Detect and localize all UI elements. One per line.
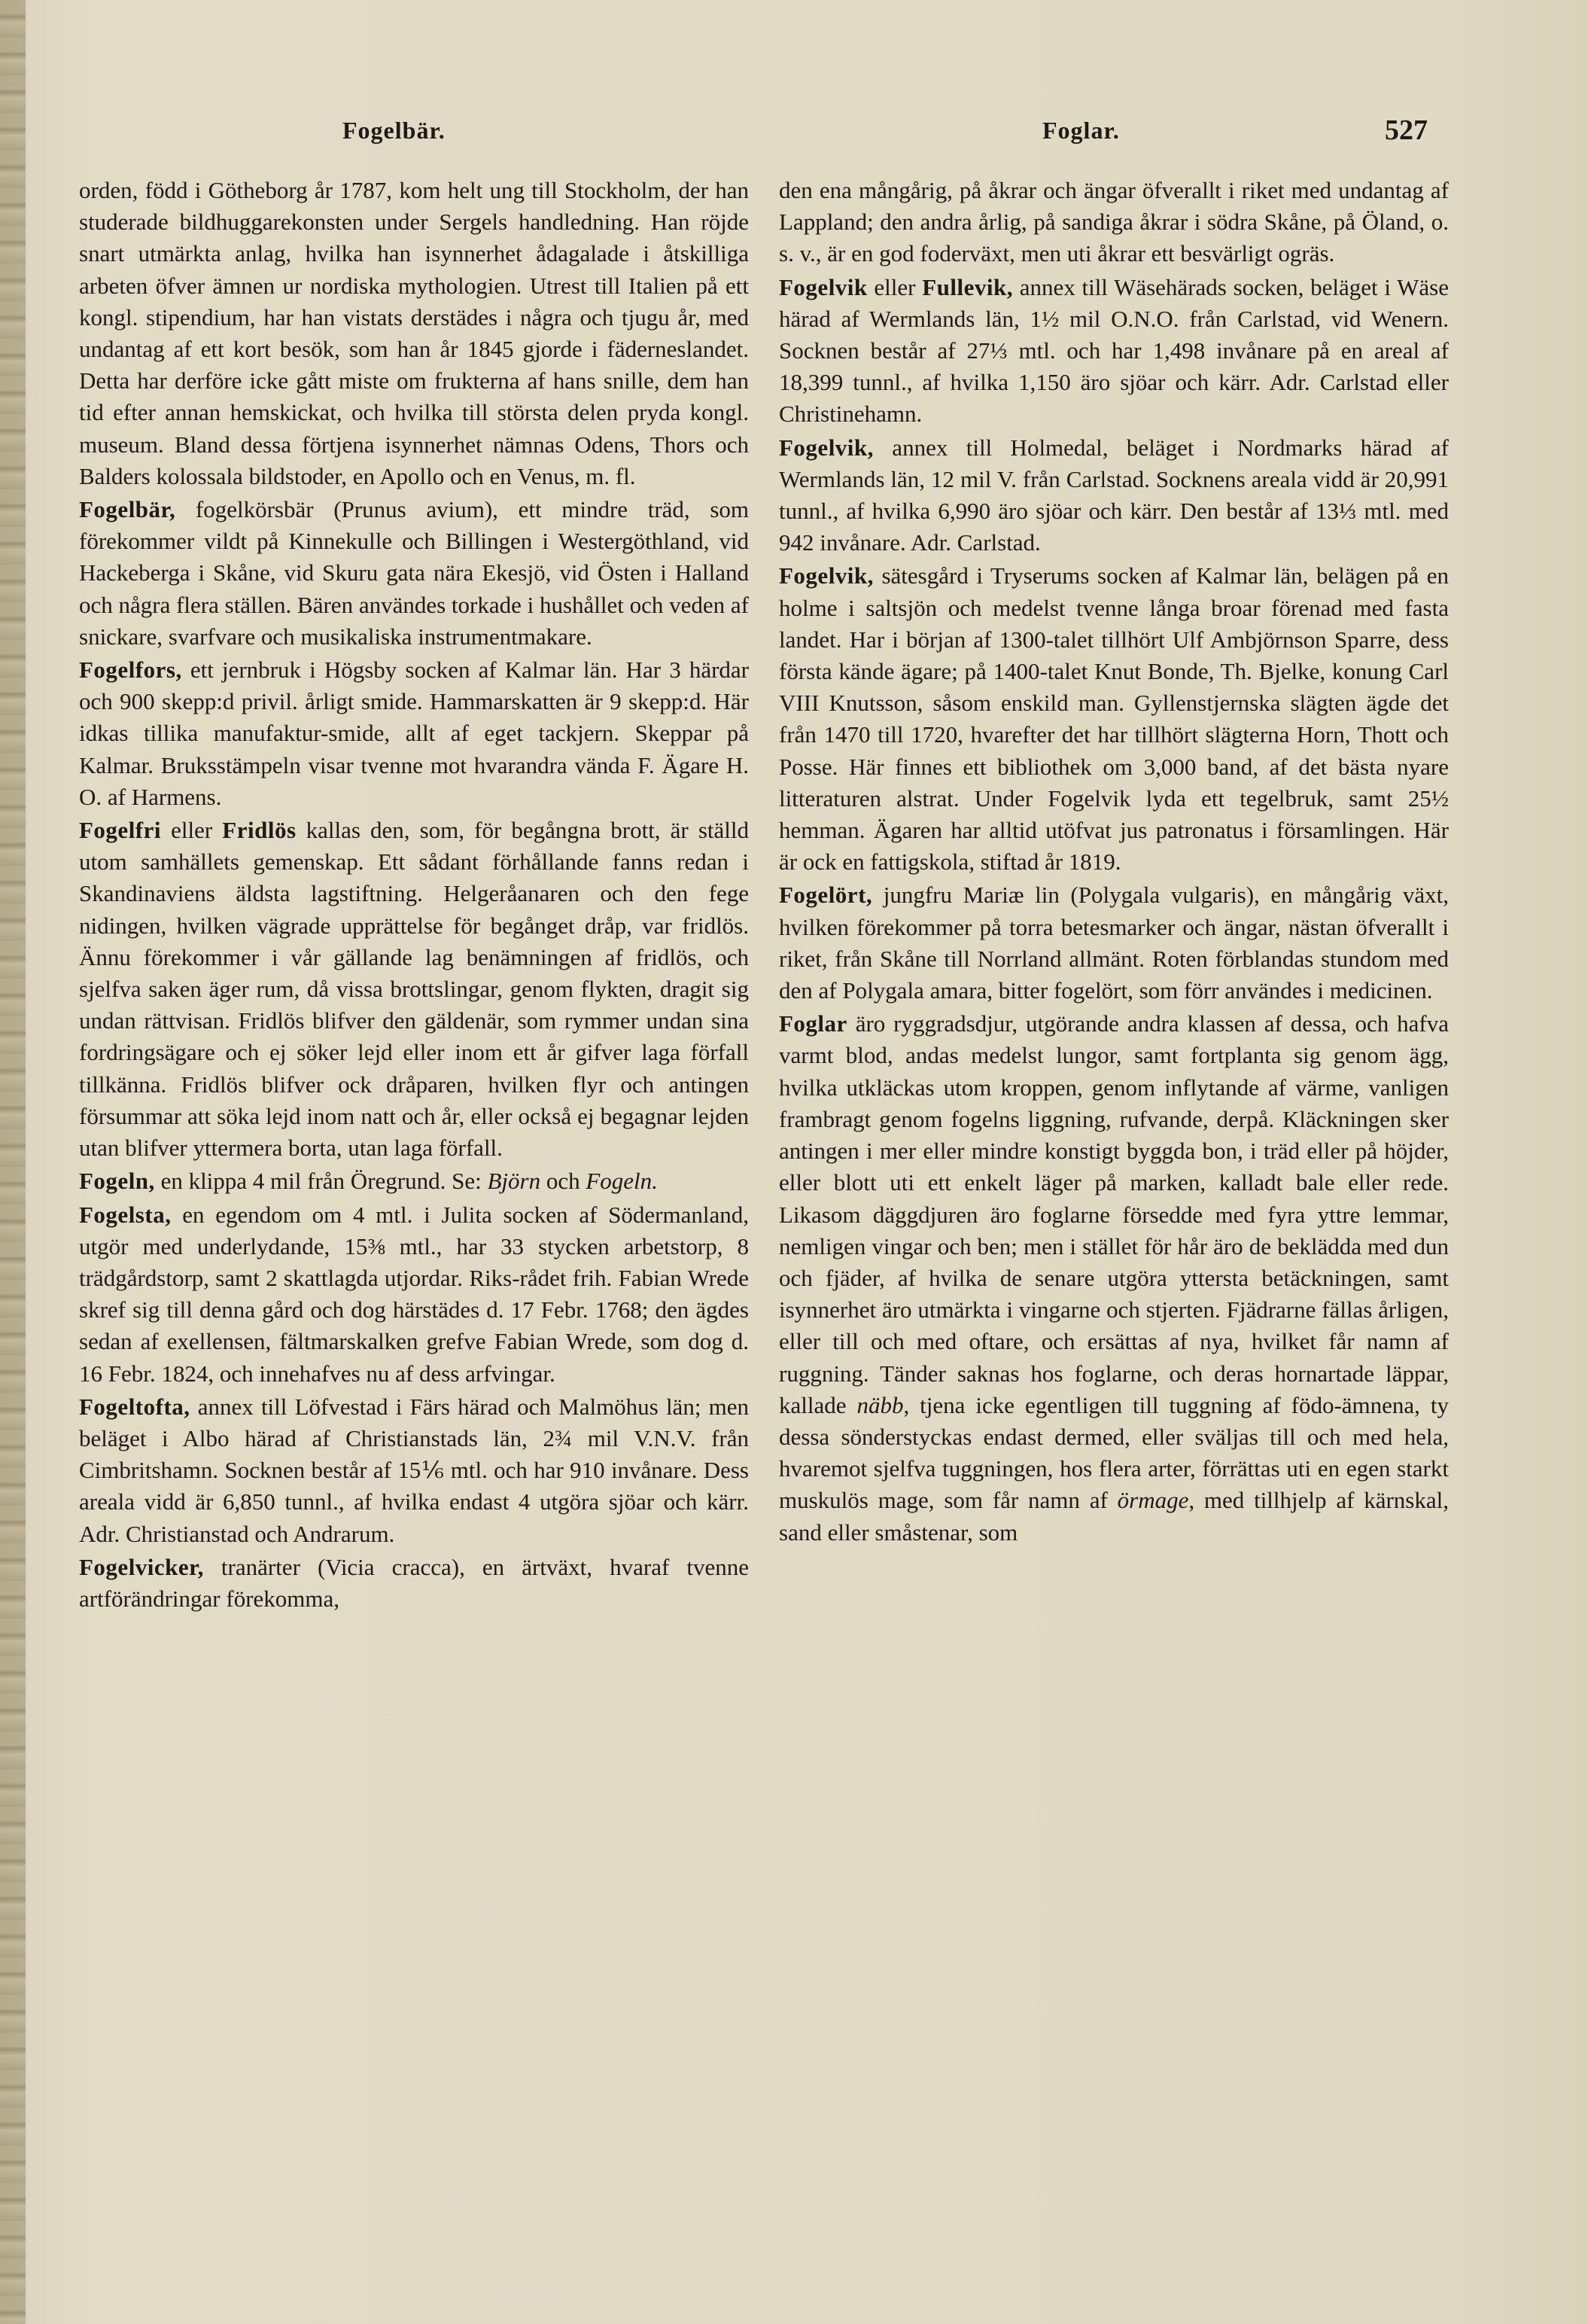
entry-foglar [779, 1008, 1449, 1548]
entry-text-end: , med tillhjelp af kärnskal, sand eller småstenar, som [779, 1487, 1449, 1546]
header-center-headword: Foglar. [1042, 117, 1120, 144]
entry-headword: Fogelvik, [779, 562, 874, 589]
entry-fogelsta [79, 1199, 749, 1390]
running-header [0, 114, 1588, 154]
entry-text: en egendom om 4 mtl. i Julita socken af Södermanland, utgör med underlydande, 15⅜ mtl., har 33 stycken arbetstorp, 8 trädgårdstorp, samt 2 skattlagda utjordar. Riks-rådet frih. Fabian Wrede skref sig till denna gård och dog härstädes d. 17 Febr. 1768; den ägdes sedan af exellensen, fältmarskalken grefve Fabian Wrede, som dog d. 16 Febr. 1824, och innehafves nu af dess arfvingar. [79, 1201, 749, 1387]
entry-text: ett jernbruk i Högsby socken af Kalmar län. Har 3 härdar och 900 skepp:d privil. årligt smide. Hammarskatten är 9 skepp:d. Här idkas tillika manufaktur-smide, allt af eget tackjern. Skeppar på Kalmar. Bruksstämpeln visar tvenne mot hvarandra vända F. Ägare H. O. af Harmens. [79, 656, 749, 810]
entry-continuation [79, 175, 749, 492]
entry-connector: eller [867, 273, 923, 300]
entry-headword: Fogelfors, [79, 656, 182, 684]
entry-text: tranärter (Vicia cracca), en ärtväxt, hvaraf tvenne artförändringar förekomma, [79, 1553, 749, 1612]
entry-headword: Fogelvik [779, 273, 868, 300]
entry-text: annex till Wäsehärads socken, beläget i Wäse härad af Wermlands län, 1½ mil O.N.O. från Carlstad, vid Wenern. Socknen består af 27⅓ mtl. och har 1,498 invånare på en areal af 18,399 tunnl., af hvilka 1,150 äro sjöar och kärr. Adr. Carlstad eller Christinehamn. [779, 273, 1450, 428]
entry-fogeln [79, 1165, 749, 1197]
entry-connector: eller [161, 817, 223, 844]
entry-headword-alt: Fridlös [222, 817, 297, 844]
entry-text: orden, född i Götheborg år 1787, kom helt ung till Stockholm, der han studerade bildhuggarekonsten under Sergels handledning. Han röjde snart utmärkta anlag, hvilka han isynnerhet ådagalade i åtskilliga arbeten öfver ämnen ur nordiska mythologien. Utrest till Italien på ett kongl. stipendium, har han vistats derstädes i några och tjugu år, med undantag af ett kort besök, som han år 1845 gjorde i fäderneslandet. Detta har derföre icke gått miste om frukterna af hans snille, dem han tid efter annan hemskickat, och hvilka till största delen pryda kongl. museum. Bland dessa förtjena isynnerhet nämnas Odens, Thors och Balders kolossala bildstoder, en Apollo och en Venus, m. fl. [79, 177, 749, 489]
entry-headword: Fogelvicker, [79, 1553, 204, 1580]
entry-fogelbar [79, 494, 749, 653]
entry-headword: Fogelört, [779, 882, 873, 909]
page-spine-edge [0, 0, 26, 2324]
entry-connector: och [540, 1168, 586, 1195]
page-number: 527 [1385, 114, 1428, 146]
entry-fogelvik-satesgard [779, 560, 1449, 878]
cross-reference: Fogeln. [586, 1168, 658, 1195]
entry-text: fogelkörsbär (Prunus avium), ett mindre träd, som förekommer vildt på Kinnekulle och Billingen i Westergöthland, vid Hackeberga i Skåne, vid Skuru gata nära Ekesjö, vid Östen i Halland och några flera ställen. Bären användes torkade i hushållet och veden af snickare, svarfvare och musikaliska instrumentmakare. [79, 496, 750, 650]
entry-text: en klippa 4 mil från Öregrund. Se: [154, 1168, 488, 1195]
entry-text: annex till Holmedal, beläget i Nordmarks härad af Wermlands län, 12 mil V. från Carlstad. Socknens areala vidd är 20,991 tunnl., af hvilka 6,990 äro sjöar och kärr. Den består af 13⅓ mtl. med 942 invånare. Adr. Carlstad. [779, 434, 1449, 556]
entry-headword: Fogelfri [79, 817, 162, 844]
entry-headword: Fogelsta, [79, 1201, 172, 1228]
entry-text: jungfru Mariæ lin (Polygala vulgaris), en mångårig växt, hvilken förekommer på torra betesmarker och ängar, nästan öfverallt i riket, från Skåne till Norrland allmänt. Roten förblandas stundom med den af Polygala amara, bitter fogelört, som förr användes i medicinen. [779, 882, 1449, 1004]
entry-headword-alt: Fullevik, [922, 273, 1013, 300]
entry-text: äro ryggradsdjur, utgörande andra klassen af dessa, och hafva varmt blod, andas medelst lungor, samt fortplanta sig genom ägg, hvilka utkläckas utom kroppen, genom inflytande af värme, vanligen frambragt genom fogelns liggning, rufvande, derpå. Kläckningen sker antingen i mer eller mindre konstigt byggda bon, i träd eller på höjder, eller blott uti ett enkelt läger på marken, kalladt bale eller rede. Likasom däggdjuren äro foglarne försedde med fyra yttre lemmar, nemligen vingar och ben; men i stället för hår äro de beklädda med dun och fjäder, af hvilka de senare utgöra yttersta betäckningen, samt isynnerhet äro utmärkta i vingarne och stjerten. Fjädrarne fällas årligen, eller till och med oftare, och ersättas af nya, hvilket får namn af ruggning. Tänder saknas hos foglarne, och deras hornartade läppar, kallade [779, 1010, 1449, 1418]
entry-fogelvik-fullevik [779, 272, 1449, 431]
left-column [79, 175, 749, 1616]
right-column [779, 175, 1449, 1550]
entry-fogelvik-holmedal [779, 432, 1449, 559]
entry-fogeltofta [79, 1391, 749, 1550]
entry-text: annex till Löfvestad i Färs härad och Malmöhus län; men beläget i Albo härad af Christianstads län, 2¾ mil V.N.V. från Cimbritshamn. Socknen består af 15⅙ mtl. och har 910 invånare. Dess areala vidd är 6,850 tunnl., af hvilka endast 4 utgöra sjöar och kärr. Adr. Christianstad och Andrarum. [79, 1393, 749, 1547]
entry-headword: Fogelvik, [779, 434, 874, 461]
header-left-headword: Fogelbär. [342, 117, 446, 144]
term-italic: näbb [856, 1391, 904, 1418]
entry-headword: Fogelbär, [79, 496, 176, 523]
entry-text: sätesgård i Tryserums socken af Kalmar län, belägen på en holme i saltsjön och medelst tvenne långa broar förenad med fasta landet. Har i början af 1300-talet tillhört Ulf Ambjörnson Sparre, dess första kände ägare; på 1400-talet Knut Bonde, Th. Bjelke, konung Carl VIII Knutsson, såsom enskild man. Gyllenstjernska slägten ägde det från 1470 till 1720, hvarefter det har tillhört slägterna Horn, Thott och Posse. Här finnes ett bibliothek om 3,000 band, af det bästa nyare litteraturen alstrat. Under Fogelvik lyda ett tegelbruk, samt 25½ hemman. Ägaren har alltid utöfvat jus patronatus i församlingen. Här är ock en fattigskola, stiftad år 1819. [779, 562, 1449, 876]
entry-headword: Foglar [779, 1010, 847, 1037]
entry-fogelfri [79, 815, 749, 1164]
entry-text-cont: , tjena icke egentligen till tuggning af födo-ämnena, ty dessa sönderstyckas endast dermed, eller sväljas till och med hela, hvaremot sjelfva tuggningen, hos flera arter, förrättas uti en egen starkt muskulös mage, som får namn af [779, 1391, 1449, 1514]
entry-headword: Fogeltofta, [79, 1393, 190, 1420]
entry-text: den ena mångårig, på åkrar och ängar öfverallt i riket med undantag af Lappland; den andra årlig, på sandiga åkrar i södra Skåne, på Öland, o. s. v., är en god foderväxt, men uti åkrar ett besvärligt ogräs. [779, 177, 1449, 267]
term-italic: örmage [1117, 1487, 1189, 1514]
entry-headword: Fogeln, [79, 1168, 155, 1195]
cross-reference: Björn [487, 1168, 541, 1195]
entry-fogelort [779, 879, 1449, 1007]
entry-fogelvicker [79, 1552, 749, 1615]
entry-text: kallas den, som, för begångna brott, är ställd utom samhällets gemenskap. Ett sådant förhållande fanns redan i Skandinaviens äldsta lagstiftning. Helgeråanaren och den fege nidingen, hvilken vägrade upprättelse för begånget dråp, var fridlös. Ännu förekommer i vår gällande lag benämningen af fridlös, och sjelfva saken äger rum, då vissa brottslingar, genom flykten, dragit sig undan rättvisan. Fridlös blifver den gäldenär, som rymmer undan sina fordringsägare och ej söker lejd eller inom ett år gifver laga förfall tillkänna. Fridlös blifver ock dråparen, hvilken flyr och antingen försummar att söka lejd inom natt och år, eller också ej begagnar lejden utan blifver yttermera borta, utan laga förfall. [79, 817, 749, 1162]
entry-continuation [779, 175, 1449, 270]
entry-fogelfors [79, 654, 749, 813]
